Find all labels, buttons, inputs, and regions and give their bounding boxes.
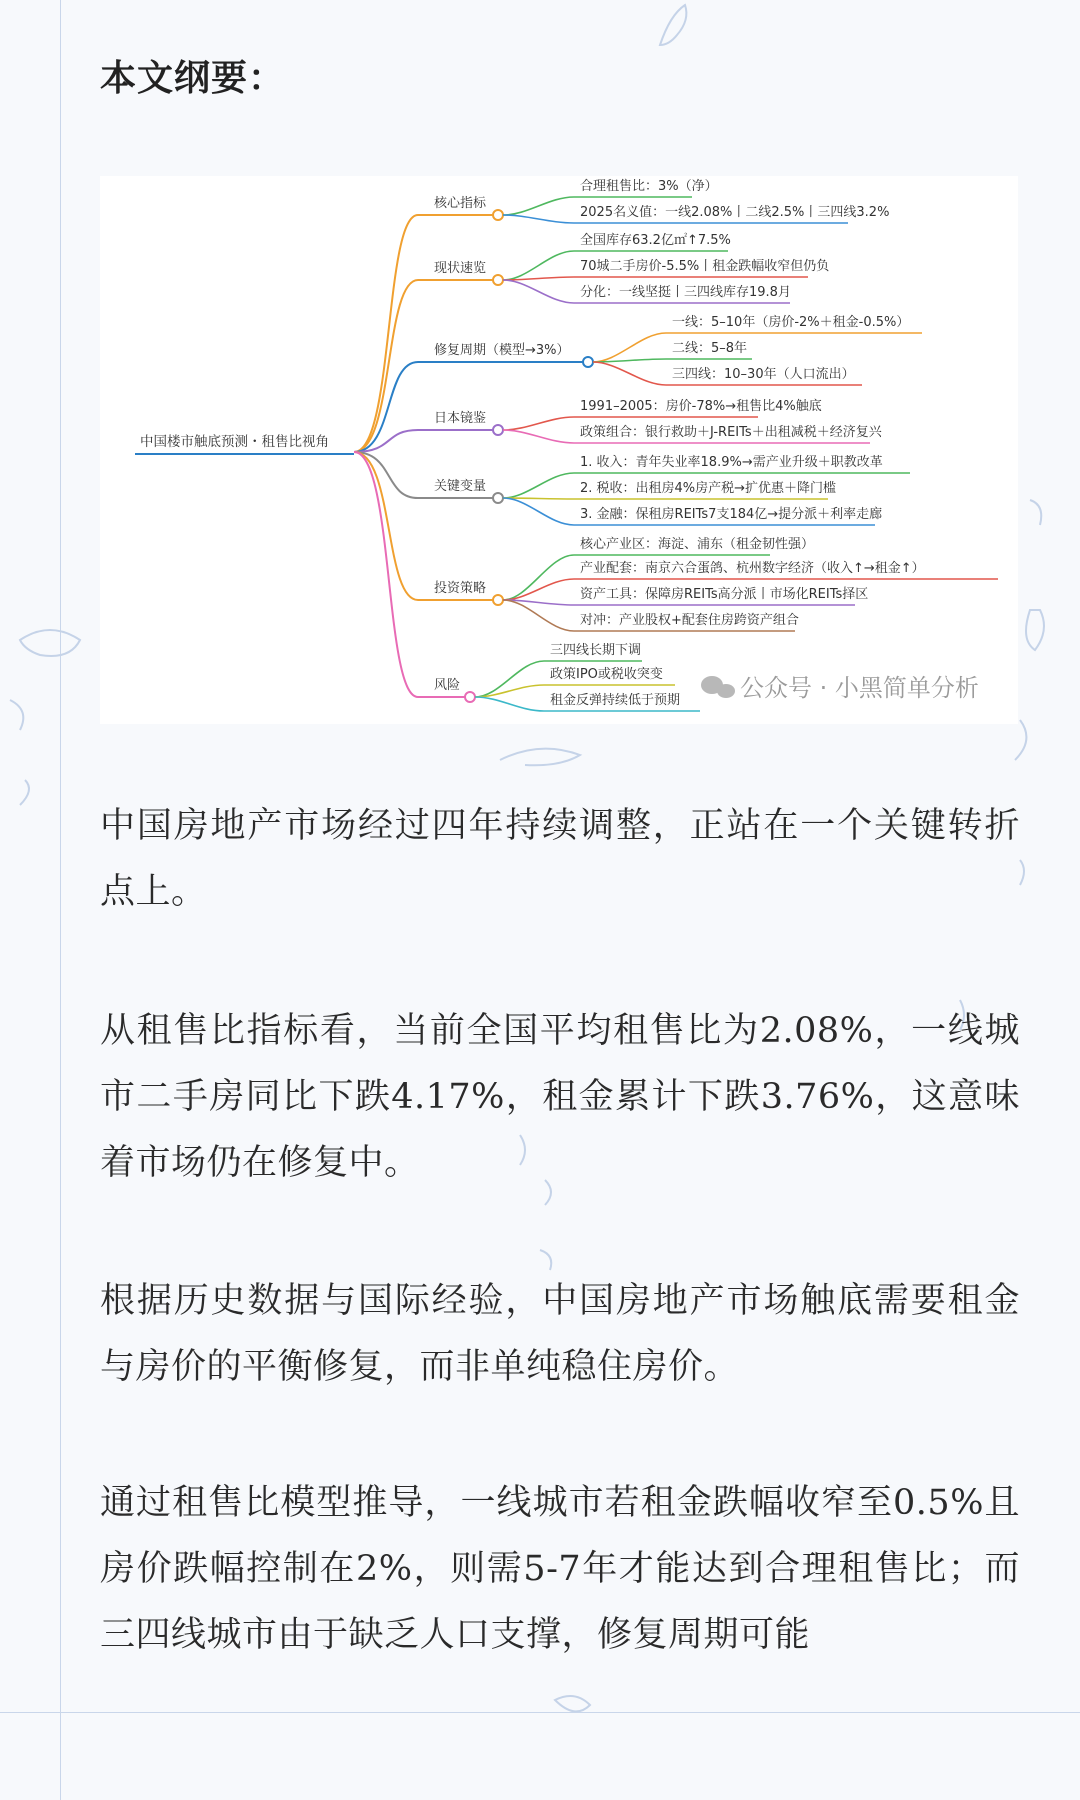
mindmap-leaf-label: 二线：5–8年: [672, 341, 748, 356]
mindmap-leaf-label: 政策IPO或税收突变: [550, 667, 663, 682]
mindmap-leaf-line: [503, 498, 828, 499]
mindmap-leaf-line: [593, 333, 922, 362]
mindmap-branch-line: [354, 362, 588, 452]
mindmap-node-dot: [465, 692, 475, 702]
mindmap-leaf-label: 合理租售比：3%（净）: [580, 179, 718, 194]
mindmap-node-dot: [493, 425, 503, 435]
outline-heading: 本文纲要：: [100, 57, 286, 99]
mindmap-branch-line: [354, 280, 498, 452]
mindmap-leaf-line: [593, 359, 752, 362]
mindmap-branch-line: [354, 430, 498, 452]
watermark-text: 公众号 · 小黑简单分析: [740, 674, 979, 702]
paragraph-rent-ratio: 从租售比指标看，当前全国平均租售比为2.08%，一线城市二手房同比下跌4.17%，租金累计下跌3.76%，这意味着市场仍在修复中。: [100, 1011, 1020, 1183]
mindmap-branch-label: 风险: [434, 678, 461, 693]
mindmap-leaf-line: [503, 277, 808, 280]
mindmap-svg: [100, 176, 1018, 724]
mindmap-leaf-label: 3. 金融：保租房REITs7支184亿→提分派＋利率走廊: [580, 507, 883, 522]
mindmap-leaf-label: 政策组合：银行救助＋J-REITs＋出租减税＋经济复兴: [580, 425, 882, 440]
mindmap-branch-label: 关键变量: [434, 479, 487, 494]
mindmap-leaf-label: 1. 收入：青年失业率18.9%→需产业升级＋职教改革: [580, 455, 883, 470]
page-bottom-line: [0, 1712, 1080, 1713]
mindmap-node-dot: [493, 210, 503, 220]
paragraph-history: 根据历史数据与国际经验，中国房地产市场触底需要租金与房价的平衡修复，而非单纯稳住房价。: [100, 1281, 1020, 1387]
mindmap-branch-label: 修复周期（模型→3%）: [434, 343, 570, 358]
mindmap-leaf-label: 租金反弹持续低于预期: [550, 693, 681, 708]
mindmap-leaf-label: 三四线：10–30年（人口流出）: [672, 367, 855, 382]
mindmap-branch-line: [354, 452, 498, 600]
mindmap-branch-label: 核心指标: [434, 196, 487, 211]
mindmap-node-dot: [493, 275, 503, 285]
page-margin-line: [60, 0, 61, 1800]
mindmap-leaf-label: 资产工具：保障房REITs高分派丨市场化REITs择区: [580, 587, 869, 602]
mindmap-leaf-label: 2025名义值：一线2.08%丨二线2.5%丨三四线3.2%: [580, 205, 890, 220]
mindmap-leaf-label: 三四线长期下调: [550, 643, 642, 658]
mindmap-leaf-label: 分化：一线坚挺丨三四线库存19.8月: [580, 285, 791, 300]
mindmap-root-label: 中国楼市触底预测・租售比视角: [140, 434, 329, 450]
mindmap-branch-label: 现状速览: [434, 261, 487, 276]
mindmap-node-dot: [493, 595, 503, 605]
mindmap-node-dot: [493, 493, 503, 503]
wechat-icon: [701, 676, 735, 698]
mindmap-node-dot: [583, 357, 593, 367]
mindmap-branch-label: 日本镜鉴: [434, 411, 487, 426]
paragraph-intro: 中国房地产市场经过四年持续调整，正站在一个关键转折点上。: [100, 806, 1020, 912]
paragraph-model: 通过租售比模型推导，一线城市若租金跌幅收窄至0.5%且房价跌幅控制在2%，则需5-7年才能达到合理租售比；而三四线城市由于缺乏人口支撑，修复周期可能: [100, 1483, 1020, 1655]
mindmap-leaf-label: 全国库存63.2亿㎡↑7.5%: [580, 233, 731, 248]
mindmap-leaf-label: 70城二手房价-5.5%丨租金跌幅收窄但仍负: [580, 259, 830, 274]
mindmap-leaf-label: 产业配套：南京六合蛋鸽、杭州数字经济（收入↑→租金↑）: [580, 561, 925, 576]
mindmap-branch-label: 投资策略: [434, 581, 487, 596]
mindmap-leaf-label: 2. 税收：出租房4%房产税→扩优惠＋降门槛: [580, 481, 837, 496]
mindmap-leaf-label: 1991–2005：房价-78%→租售比4%触底: [580, 399, 822, 414]
mindmap-leaf-label: 核心产业区：海淀、浦东（租金韧性强）: [580, 537, 815, 552]
mindmap-leaf-label: 对冲：产业股权+配套住房跨资产组合: [580, 613, 799, 628]
mindmap-leaf-label: 一线：5–10年（房价-2%＋租金-0.5%）: [672, 315, 910, 330]
mindmap-image: [100, 176, 1018, 724]
